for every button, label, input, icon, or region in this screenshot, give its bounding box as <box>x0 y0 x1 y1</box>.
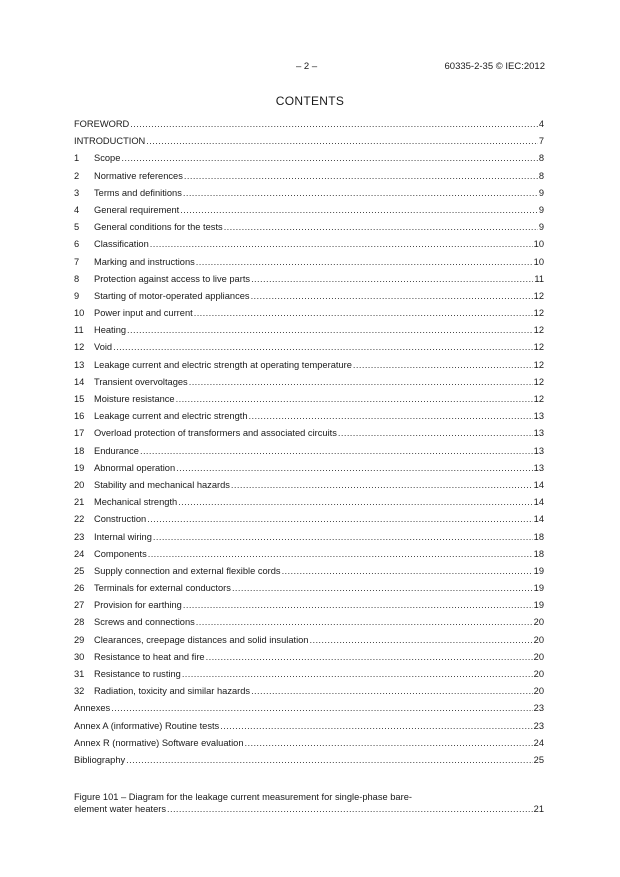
toc-entry-label: Clearances, creepage distances and solid insulation <box>94 634 309 645</box>
toc-dot-leader <box>220 718 532 735</box>
toc-dot-leader <box>140 443 533 460</box>
toc-entry[interactable] <box>74 168 544 185</box>
toc-entry-label: Supply connection and external flexible cords <box>94 565 281 576</box>
toc-dot-leader <box>251 683 533 700</box>
toc-entry-page: 19 <box>533 565 544 576</box>
toc-entry[interactable] <box>74 529 544 546</box>
toc-entry[interactable] <box>74 477 544 494</box>
toc-entry[interactable] <box>74 666 544 683</box>
toc-entry[interactable] <box>74 254 544 271</box>
toc-entry-number: 28 <box>74 617 85 628</box>
toc-entry-page: 12 <box>533 308 544 319</box>
toc-dot-leader <box>153 529 533 546</box>
toc-entry[interactable] <box>74 150 544 167</box>
toc-entry[interactable] <box>74 357 544 374</box>
toc-entry-number: 7 <box>74 256 80 267</box>
toc-entry[interactable] <box>74 374 544 391</box>
toc-entry-number: 2 <box>74 170 80 181</box>
toc-entry[interactable] <box>74 408 544 425</box>
toc-entry-label: Marking and instructions <box>94 256 195 267</box>
toc-dot-leader <box>113 339 533 356</box>
toc-dot-leader <box>282 563 533 580</box>
toc-dot-leader <box>150 236 533 253</box>
toc-entry-label: General conditions for the tests <box>94 222 223 233</box>
toc-entry-number: 26 <box>74 583 85 594</box>
toc-dot-leader <box>251 288 533 305</box>
toc-entry-page: 23 <box>533 703 544 714</box>
toc-entry-number: 29 <box>74 634 85 645</box>
toc-dot-leader <box>148 546 533 563</box>
toc-dot-leader <box>146 133 538 150</box>
toc-entry-page: 20 <box>533 686 544 697</box>
toc-dot-leader <box>183 185 538 202</box>
figure-list-entry[interactable] <box>74 791 544 815</box>
toc-entry-number: 19 <box>74 462 85 473</box>
toc-entry[interactable] <box>74 443 544 460</box>
toc-entry-label: Internal wiring <box>94 531 152 542</box>
toc-entry-number: 32 <box>74 686 85 697</box>
toc-entry[interactable] <box>74 305 544 322</box>
toc-entry-label: Annex R (normative) Software evaluation <box>74 737 244 748</box>
toc-entry-number: 20 <box>74 479 85 490</box>
toc-entry-label: Screws and connections <box>94 617 195 628</box>
toc-entry-number: 1 <box>74 153 80 164</box>
toc-dot-leader <box>178 494 532 511</box>
toc-entry-label: Normative references <box>94 170 183 181</box>
toc-entry-label: Moisture resistance <box>94 394 175 404</box>
toc-entry-label: Mechanical strength <box>94 497 178 508</box>
toc-entry-number: 16 <box>74 411 85 422</box>
toc-entry-page: 12 <box>533 342 544 353</box>
toc-entry[interactable] <box>74 511 544 528</box>
toc-dot-leader <box>189 374 533 391</box>
toc-entry-number: 6 <box>74 239 80 250</box>
toc-entry-label: Heating <box>94 325 127 336</box>
toc-entry-page: 9 <box>538 187 544 198</box>
toc-entry[interactable] <box>74 597 544 614</box>
toc-entry-label: General requirement <box>94 204 180 215</box>
toc-entry-label: Stability and mechanical hazards <box>94 479 230 490</box>
toc-entry-label: INTRODUCTION <box>74 136 146 147</box>
toc-entry-page: 4 <box>538 119 544 129</box>
toc-entry[interactable] <box>74 116 544 133</box>
toc-entry[interactable] <box>74 614 544 631</box>
toc-entry[interactable] <box>74 202 544 219</box>
toc-entry[interactable] <box>74 718 544 735</box>
figure-dot-leader <box>167 803 533 815</box>
toc-entry-page: 13 <box>533 462 544 473</box>
toc-entry-page: 12 <box>533 290 544 301</box>
toc-dot-leader <box>184 168 538 185</box>
toc-entry-number: 31 <box>74 669 85 679</box>
toc-entry-page: 20 <box>533 617 544 628</box>
toc-entry-page: 12 <box>533 394 544 404</box>
toc-dot-leader <box>121 150 537 167</box>
toc-entry-page: 10 <box>533 256 544 267</box>
toc-entry-number: 8 <box>74 273 80 284</box>
toc-entry-number: 27 <box>74 600 85 611</box>
toc-entry[interactable] <box>74 546 544 563</box>
toc-dot-leader <box>127 322 533 339</box>
toc-entry-page: 11 <box>534 273 544 284</box>
figure-entry-title-line2-row <box>74 803 544 815</box>
toc-entry-number: 13 <box>74 359 85 370</box>
toc-entry-label: Components <box>94 548 147 559</box>
toc-entry-page: 13 <box>533 445 544 456</box>
toc-dot-leader <box>251 271 533 288</box>
toc-entry-number: 22 <box>74 514 85 525</box>
toc-entry-page: 24 <box>533 737 544 748</box>
toc-entry-page: 19 <box>533 600 544 611</box>
toc-entry-number: 21 <box>74 497 85 508</box>
toc-dot-leader <box>309 632 532 649</box>
toc-entry[interactable] <box>74 133 544 150</box>
toc-entry-label: Void <box>94 342 113 353</box>
contents-title: CONTENTS <box>275 94 345 108</box>
toc-dot-leader <box>183 597 533 614</box>
toc-entry-label: Radiation, toxicity and similar hazards <box>94 686 251 697</box>
toc-dot-leader <box>196 254 533 271</box>
toc-entry-number: 4 <box>74 204 80 215</box>
toc-entry[interactable] <box>74 700 544 717</box>
toc-entry-page: 8 <box>538 153 544 164</box>
toc-entry-number: 17 <box>74 428 85 439</box>
toc-dot-leader <box>232 580 533 597</box>
toc-entry-page: 9 <box>538 204 544 215</box>
toc-entry[interactable] <box>74 494 544 511</box>
toc-dot-leader <box>224 219 538 236</box>
toc-entry-number: 5 <box>74 222 80 233</box>
figure-entry-page: 21 <box>533 804 544 814</box>
toc-entry-label: Overload protection of transformers and associated circuits <box>94 428 337 439</box>
page-number: – 2 – <box>296 61 318 72</box>
toc-entry-page: 13 <box>533 428 544 439</box>
toc-entry-page: 13 <box>533 411 544 422</box>
toc-entry[interactable] <box>74 322 544 339</box>
toc-dot-leader <box>130 116 538 133</box>
toc-entry[interactable] <box>74 339 544 356</box>
toc-dot-leader <box>231 477 533 494</box>
toc-entry-number: 25 <box>74 565 85 576</box>
toc-entry-label: Scope <box>94 153 121 164</box>
toc-entry-label: Bibliography <box>74 754 126 765</box>
toc-entry-page: 18 <box>533 548 544 559</box>
toc-entry[interactable] <box>74 236 544 253</box>
toc-entry-label: Provision for earthing <box>94 600 182 611</box>
toc-entry-label: Resistance to rusting <box>94 669 181 679</box>
toc-entry-page: 12 <box>533 376 544 387</box>
toc-entry-page: 19 <box>533 583 544 594</box>
toc-entry-number: 14 <box>74 376 85 387</box>
toc-entry-number: 23 <box>74 531 85 542</box>
toc-dot-leader <box>353 357 533 374</box>
toc-entry[interactable] <box>74 425 544 442</box>
toc-entry-number: 3 <box>74 187 80 198</box>
toc-entry-page: 20 <box>533 634 544 645</box>
toc-entry-number: 15 <box>74 394 85 404</box>
toc-entry-page: 12 <box>533 359 544 370</box>
toc-entry[interactable] <box>74 580 544 597</box>
toc-entry[interactable] <box>74 271 544 288</box>
toc-entry-page: 18 <box>533 531 544 542</box>
figure-entry-title-line2: element water heaters <box>74 804 166 814</box>
toc-dot-leader <box>180 202 538 219</box>
table-of-contents <box>74 116 544 769</box>
toc-entry[interactable] <box>74 683 544 700</box>
toc-dot-leader <box>176 460 533 477</box>
toc-dot-leader <box>206 649 533 666</box>
toc-entry[interactable] <box>74 649 544 666</box>
toc-entry-label: Power input and current <box>94 308 193 319</box>
toc-dot-leader <box>182 666 533 683</box>
toc-entry-number: 24 <box>74 548 85 559</box>
toc-entry-label: Classification <box>94 239 149 250</box>
toc-dot-leader <box>249 408 533 425</box>
toc-dot-leader <box>176 391 533 408</box>
toc-entry-label: Terms and definitions <box>94 187 182 198</box>
toc-entry-number: 18 <box>74 445 85 456</box>
toc-entry[interactable] <box>74 563 544 580</box>
toc-entry-page: 7 <box>538 136 544 147</box>
toc-entry-page: 14 <box>533 514 544 525</box>
toc-entry[interactable] <box>74 632 544 649</box>
toc-dot-leader <box>147 511 532 528</box>
toc-entry-number: 10 <box>74 308 85 319</box>
toc-entry-label: Protection against access to live parts <box>94 273 251 284</box>
toc-dot-leader <box>126 752 532 769</box>
page-header <box>0 61 620 75</box>
toc-entry[interactable] <box>74 735 544 752</box>
toc-entry-page: 8 <box>538 170 544 181</box>
toc-entry-label: FOREWORD <box>74 119 130 129</box>
toc-entry-page: 10 <box>533 239 544 250</box>
toc-entry-page: 12 <box>533 325 544 336</box>
toc-entry-number: 12 <box>74 342 85 353</box>
toc-entry[interactable] <box>74 460 544 477</box>
toc-entry-page: 20 <box>533 651 544 662</box>
toc-entry-label: Endurance <box>94 445 139 456</box>
toc-entry[interactable] <box>74 752 544 769</box>
toc-dot-leader <box>194 305 533 322</box>
toc-entry-page: 14 <box>533 479 544 490</box>
figure-entry-title-line1: Figure 101 – Diagram for the leakage current measurement for single-phase bare- <box>74 792 412 802</box>
toc-entry-label: Abnormal operation <box>94 462 176 473</box>
toc-dot-leader <box>245 735 533 752</box>
toc-entry[interactable] <box>74 391 544 408</box>
toc-entry[interactable] <box>74 288 544 305</box>
toc-entry-page: 20 <box>533 669 544 679</box>
toc-entry-label: Annex A (informative) Routine tests <box>74 720 220 731</box>
document-reference: 60335-2-35 © IEC:2012 <box>444 61 545 72</box>
toc-entry-page: 9 <box>538 222 544 233</box>
toc-entry-label: Construction <box>94 514 147 525</box>
toc-dot-leader <box>196 614 533 631</box>
toc-entry-label: Terminals for external conductors <box>94 583 231 594</box>
toc-entry-label: Leakage current and electric strength at operating temperature <box>94 359 352 370</box>
toc-entry-number: 30 <box>74 651 85 662</box>
toc-entry-label: Starting of motor-operated appliances <box>94 290 250 301</box>
toc-entry-page: 14 <box>533 497 544 508</box>
toc-dot-leader <box>111 700 532 717</box>
toc-entry-number: 11 <box>74 325 84 336</box>
toc-entry-label: Resistance to heat and fire <box>94 651 205 662</box>
toc-entry[interactable] <box>74 185 544 202</box>
toc-entry-label: Transient overvoltages <box>94 376 188 387</box>
toc-entry[interactable] <box>74 219 544 236</box>
toc-entry-label: Leakage current and electric strength <box>94 411 248 422</box>
toc-entry-page: 23 <box>533 720 544 731</box>
toc-entry-label: Annexes <box>74 703 111 714</box>
toc-entry-page: 25 <box>533 754 544 765</box>
toc-entry-number: 9 <box>74 290 80 301</box>
toc-dot-leader <box>338 425 533 442</box>
